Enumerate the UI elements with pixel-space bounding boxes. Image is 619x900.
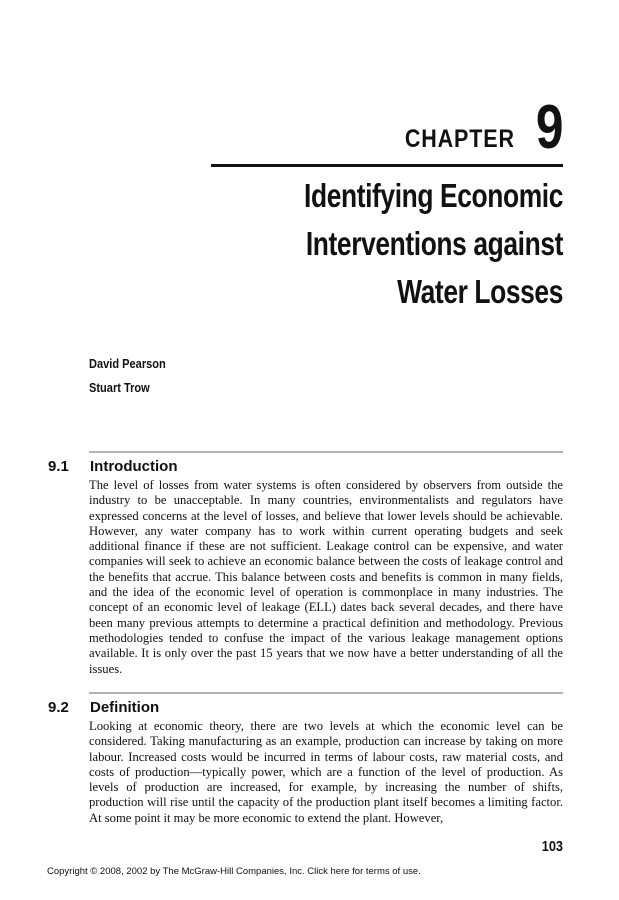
copyright-notice[interactable]: Copyright © 2008, 2002 by The McGraw-Hill Companies, Inc. Click here for terms of use. bbox=[47, 866, 421, 877]
section-paragraph: The level of losses from water systems is often considered by observers from outside the industry to be unacceptable. In many countries, environmentalists and regulators have expressed concerns at the level of losses, and believe that lower levels should be achievable. However, any water company has to work within current operating budgets and seek additional finance if these are not sufficient. Leakage control can be expensive, and water companies will seek to achieve an economic balance between the costs of leakage control and the benefits that accrue. This balance between costs and benefits is common in many fields, and the idea of the economic level of operation is commonplace in many industries. The concept of an economic level of leakage (ELL) dates back several decades, and there have been many previous attempts to determine a practical definition and methodology. Previous methodologies tended to confuse the impact of the various leakage management options available. It is only over the past 15 years that we now have a better understanding of all the issues. bbox=[89, 478, 563, 676]
section-paragraph: Looking at economic theory, there are two levels at which the economic level can be considered. Taking manufacturing as an example, production can increase by taking on more labour. Increased costs would be incurred in terms of labour costs, raw material costs, and costs of production—typically power, which are a function of the level of production. As levels of production are increased, for example, by increasing the number of shifts, production will rise until the capacity of the production plant itself becomes a limiting factor. At some point it may be more economic to extend the plant. However, bbox=[89, 719, 563, 825]
page-number: 103 bbox=[541, 838, 563, 855]
chapter-title-line: Interventions against bbox=[305, 225, 563, 262]
section-rule bbox=[89, 451, 563, 453]
chapter-title-line: Water Losses bbox=[397, 273, 563, 310]
chapter-heading bbox=[387, 93, 563, 162]
section-number: 9.1 bbox=[48, 458, 69, 475]
section-rule bbox=[89, 692, 563, 694]
section-title: Definition bbox=[90, 699, 160, 716]
section-title: Introduction bbox=[90, 458, 178, 475]
chapter-rule bbox=[211, 164, 563, 167]
section-heading bbox=[48, 699, 159, 717]
author-name: David Pearson bbox=[89, 356, 166, 371]
chapter-title-line: Identifying Economic bbox=[304, 177, 563, 214]
section-heading bbox=[48, 458, 177, 476]
chapter-label: CHAPTER bbox=[404, 124, 515, 153]
author-name: Stuart Trow bbox=[89, 380, 150, 395]
author-list bbox=[89, 352, 166, 400]
chapter-title bbox=[227, 172, 563, 316]
chapter-number: 9 bbox=[535, 93, 563, 162]
section-number: 9.2 bbox=[48, 699, 69, 716]
